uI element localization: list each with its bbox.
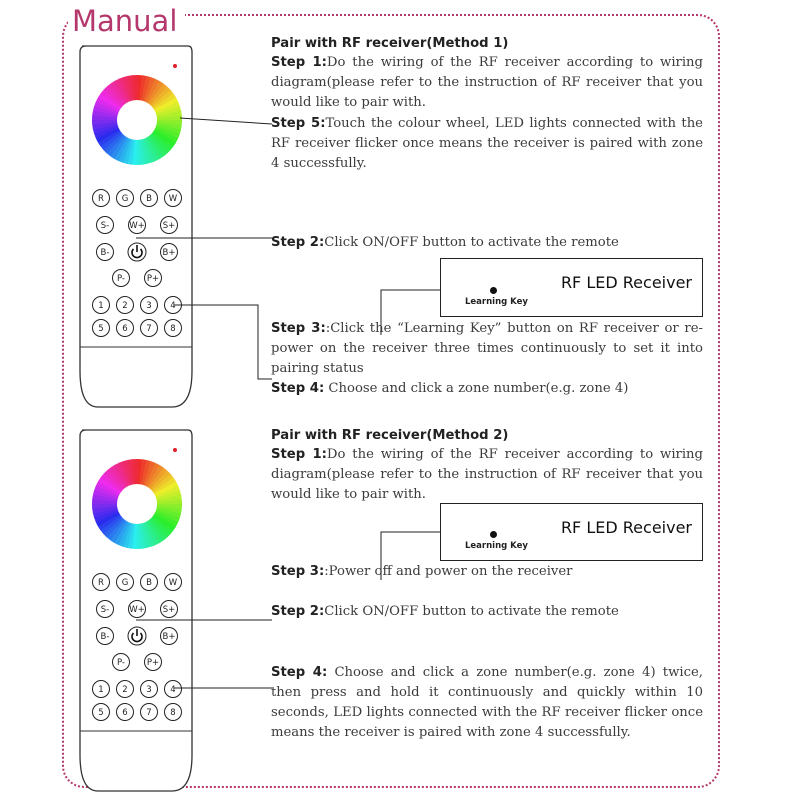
step-label: Step 2:: [271, 235, 325, 250]
svg-text:6: 6: [122, 708, 128, 718]
svg-text:5: 5: [98, 324, 104, 334]
step-text: :Click the “Learning Key” button on RF receiver or re-power on the receiver three times continuously to set it into pairing status: [271, 321, 703, 376]
step-label: Step 3:: [271, 321, 326, 336]
learning-key-dot[interactable]: [490, 287, 497, 294]
method1-step5: [271, 114, 703, 174]
svg-text:S-: S-: [100, 221, 110, 231]
rf-led-receiver-1: [440, 258, 703, 317]
method1-heading: Pair with RF receiver(Method 1): [271, 36, 509, 51]
svg-text:W+: W+: [129, 221, 145, 231]
svg-text:G: G: [121, 578, 129, 588]
method2-step4: [271, 663, 703, 743]
method1-step1: [271, 53, 703, 113]
svg-text:4: 4: [170, 301, 176, 311]
svg-text:S+: S+: [162, 605, 176, 615]
svg-text:B-: B-: [100, 248, 110, 258]
svg-text:8: 8: [170, 708, 176, 718]
svg-text:B+: B+: [162, 632, 176, 642]
step-text: Click ON/OFF button to activate the remote: [324, 604, 619, 619]
svg-text:R: R: [98, 194, 104, 204]
learning-key-label: Learning Key: [465, 297, 528, 307]
svg-text:3: 3: [146, 685, 152, 695]
learning-key-label: Learning Key: [465, 541, 528, 551]
svg-text:S-: S-: [100, 605, 110, 615]
svg-text:1: 1: [98, 301, 104, 311]
step-text: Choose and click a zone number(e.g. zone 4) twice, then press and hold it continuously and quickly within 10 seconds, LED lights connected with the RF receiver flicker once means the receiver is paired with zone 4 successfully.: [271, 665, 703, 740]
step-text: Click ON/OFF button to activate the remote: [324, 235, 619, 250]
svg-text:7: 7: [146, 708, 152, 718]
step-text: Touch the colour wheel, LED lights connected with the RF receiver flicker once means the receiver is paired with zone 4 successfully.: [271, 116, 703, 171]
step-label: Step 1:: [271, 447, 327, 462]
method1-step2: [271, 233, 619, 253]
step-label: Step 3:: [271, 564, 325, 579]
step-label: Step 4:: [271, 665, 328, 680]
receiver-title: RF LED Receiver: [560, 518, 692, 537]
svg-text:1: 1: [98, 685, 104, 695]
svg-text:R: R: [98, 578, 104, 588]
method1-step3: [271, 319, 703, 379]
svg-text:2: 2: [122, 301, 128, 311]
svg-text:B: B: [146, 578, 152, 588]
step-label: Step 1:: [271, 55, 327, 70]
svg-text:B-: B-: [100, 632, 110, 642]
step-label: Step 5:: [271, 116, 326, 131]
svg-text:S+: S+: [162, 221, 176, 231]
method1-step4: [271, 379, 628, 399]
svg-text:2: 2: [122, 685, 128, 695]
step-text: :Power off and power on the receiver: [324, 564, 573, 579]
learning-key-dot[interactable]: [490, 531, 497, 538]
svg-text:6: 6: [122, 324, 128, 334]
svg-text:B+: B+: [162, 248, 176, 258]
svg-text:P+: P+: [146, 274, 160, 284]
svg-text:P+: P+: [146, 658, 160, 668]
rf-led-receiver-2: [440, 503, 703, 561]
svg-text:W+: W+: [129, 605, 145, 615]
svg-text:W: W: [168, 578, 178, 588]
svg-text:P-: P-: [116, 658, 126, 668]
svg-text:4: 4: [170, 685, 176, 695]
method2-heading: Pair with RF receiver(Method 2): [271, 428, 509, 443]
receiver-title: RF LED Receiver: [560, 273, 692, 292]
svg-text:8: 8: [170, 324, 176, 334]
svg-text:G: G: [121, 194, 129, 204]
svg-text:5: 5: [98, 708, 104, 718]
svg-text:7: 7: [146, 324, 152, 334]
svg-text:W: W: [168, 194, 178, 204]
step-label: Step 2:: [271, 604, 325, 619]
step-label: Step 4:: [271, 381, 325, 396]
method2-step2: [271, 602, 619, 622]
step-text: Do the wiring of the RF receiver according to wiring diagram(please refer to the instruction of RF receiver that you would like to pair with.: [271, 447, 703, 502]
step-text: Choose and click a zone number(e.g. zone 4): [324, 381, 629, 396]
page-title: Manual: [68, 2, 185, 40]
svg-text:B: B: [146, 194, 152, 204]
svg-text:P-: P-: [116, 274, 126, 284]
svg-text:3: 3: [146, 301, 152, 311]
method2-step1: [271, 445, 703, 505]
step-text: Do the wiring of the RF receiver according to wiring diagram(please refer to the instruction of RF receiver that you would like to pair with.: [271, 55, 703, 110]
method2-step3: [271, 562, 573, 582]
